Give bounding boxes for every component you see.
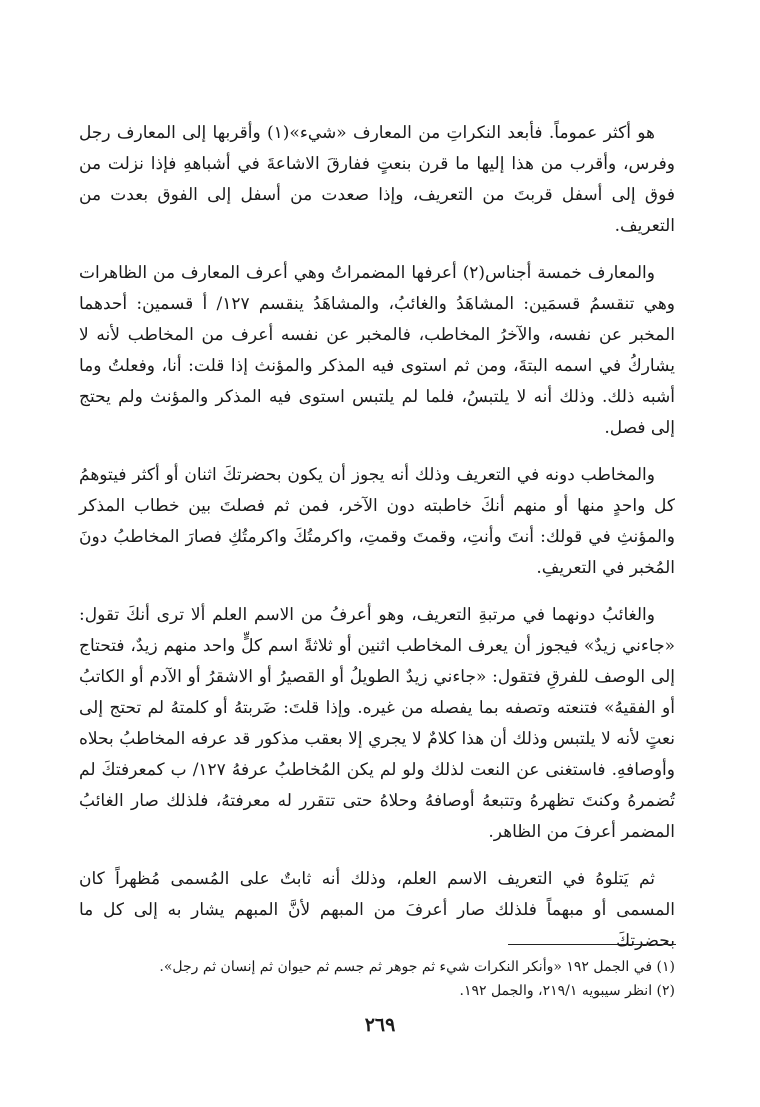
footnote: (٢) انظر سيبويه ٢١٩/١، والجمل ١٩٢. (459, 983, 675, 999)
paragraph: والمخاطب دونه في التعريف وذلك أنه يجوز أن يكون بحضرتكَ اثنان أو أكثر فيتوهمُ كل واحدٍ منها أو منهم أنكَ خاطبته دون الآخر، فمن ثم فصلتَ بين خطاب المذكر والمؤنثِ في قولك: أنتَ وأنتِ، وقمتَ وقمتِ، واكرمتُكَ واكرمتُكِ فصارَ المخاطبُ دونَ المُخبر في التعريفِ. (79, 465, 675, 578)
paragraph: والمعارف خمسة أجناس(٢) أعرفها المضمراتُ وهي أعرف المعارف من الظاهرات وهي تنقسمُ قسمَين: المشاهَدُ والغائبُ، والمشاهَدُ ينقسم ١٢٧/ أ قسمين: أحدهما المخبر عن نفسه، والآخرُ المخاطب، فالمخبر عن نفسه أعرف من المخاطب لأنه لا يشاركُ في اسمه البتةَ، ومن ثم استوى فيه المذكر والمؤنث إذا قلت: أنا، وفعلتُ وما أشبه ذلك. وذلك أنه لا يلتبسُ، فلما لم يلتبس استوى فيه المذكر والمؤنث ولم يحتج إلى فصل. (79, 263, 675, 438)
footnote-divider (508, 944, 676, 945)
main-text (79, 118, 675, 973)
footnote: (١) في الجمل ١٩٢ «وأنكر النكرات شيء ثم جوهر ثم جسم ثم حيوان ثم إنسان ثم رجل». (159, 959, 675, 975)
paragraph: ثم يَتلوهُ في التعريف الاسم العلم، وذلك أنه ثابتٌ على المُسمى مُظهراً كان المسمى أو مبهماً فلذلك صار أعرفَ من المبهم لأنَّ المبهم يشار به إلى كل ما بحضرتكَ (79, 869, 675, 951)
paragraph: والغائبُ دونهما في مرتبةِ التعريف، وهو أعرفُ من الاسم العلم ألا ترى أنكَ تقول: «جاءني زيدٌ» فيجوز أن يعرف المخاطب اثنين أو ثلاثةً اسم كلٍّ واحد منهم زيدٌ، فتحتاج إلى الوصف للفرقِ فتقول: «جاءني زيدٌ الطويلُ أو القصيرُ أو الاشقرُ أو الآدم أو الكاتبُ أو الفقيهُ» فتنعته وتصفه بما يفصله من غيره. وإذا قلتَ: ضَربتهُ أو كلمتهُ لم تحتج إلى نعتٍ لأنه لا يلتبس وذلك أن هذا كلامٌ لا يجري إلا بعقب مذكور قد عرفه المخاطبُ بحلاه وأوصافهِ. فاستغنى عن النعت لذلك ولو لم يكن المُخاطبُ عرفهُ ١٢٧/ ب كمعرفتكَ لم تُضمرهُ وكنتَ تظهرهُ وتتبعهُ أوصافهُ وحلاهُ حتى تتقرر له معرفتهُ، فلذلك صار الغائبُ المضمر أعرفَ من الظاهر. (79, 605, 675, 842)
page-number: ٢٦٩ (364, 1014, 396, 1036)
paragraph: هو أكثر عموماً. فأبعد النكراتِ من المعارف «شيء»(١) وأقربها إلى المعارف رجل وفرس، وأقرب من هذا إليها ما قرن بنعتٍ ففارقَ الاشاعةَ في أشباههِ فإذا نزلت من فوق إلى أسفل قربتَ من التعريف، وإذا صعدت من أسفل إلى الفوق بعدت من التعريف. (79, 123, 675, 236)
footnotes (79, 955, 675, 1003)
